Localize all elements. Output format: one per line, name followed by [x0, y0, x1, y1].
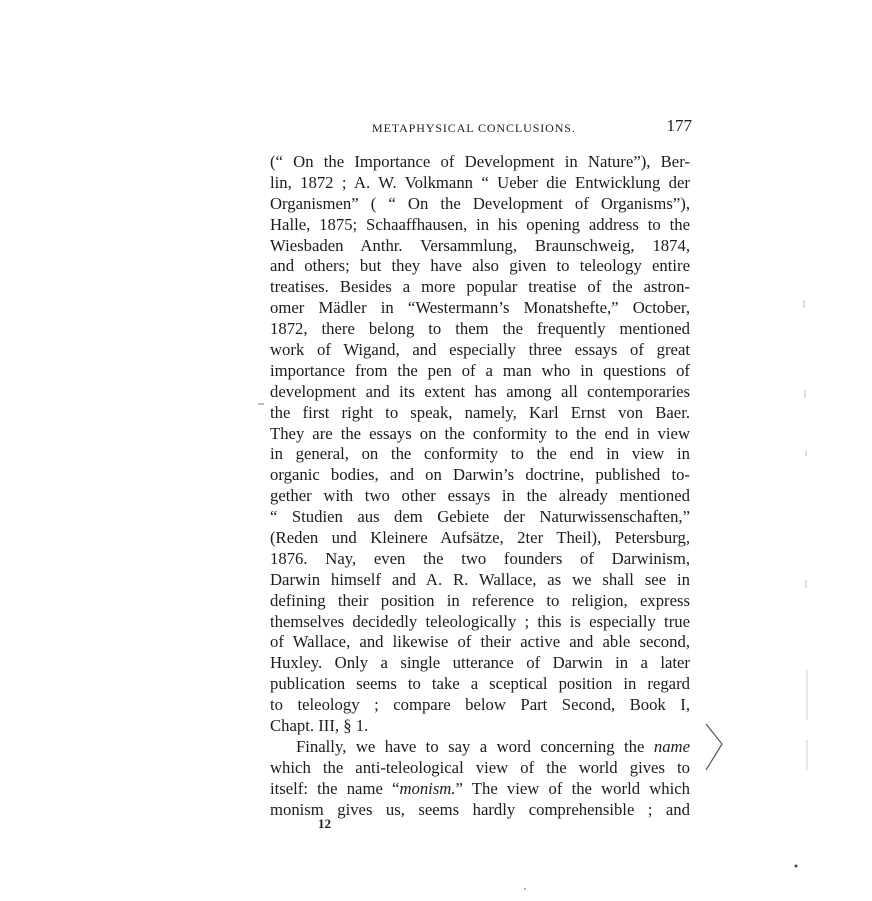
text-line-6: and others; but they have also given to teleology entire [270, 256, 690, 276]
text-line-22: defining their position in reference to religion, express [270, 590, 690, 610]
text-line-9: 1872, there belong to them the frequently mentioned [270, 319, 690, 339]
margin-bracket-mark [706, 724, 722, 770]
text-line-8: omer Mädler in “Westermann’s Monatshefte,” October, [270, 298, 690, 318]
text-line-21: Darwin himself and A. R. Wallace, as we shall see in [270, 569, 690, 589]
text-line-17: gether with two other essays in the already mentioned [270, 486, 690, 506]
text-line-16: organic bodies, and on Darwin’s doctrine, published to- [270, 465, 690, 485]
text-line-5: Wiesbaden Anthr. Versammlung, Braunschweig, 1874, [270, 235, 690, 255]
text-line-27: to teleology ; compare below Part Second, Book I, [270, 695, 690, 715]
text-line-23: themselves decidedly teleologically ; this is especially true [270, 611, 690, 631]
text-line-2: lin, 1872 ; A. W. Volkmann “ Ueber die Entwicklung der [270, 172, 690, 192]
margin-speck [524, 888, 526, 890]
text-line-12: development and its extent has among all contemporaries [270, 381, 690, 401]
text-line-7: treatises. Besides a more popular treatise of the astron- [270, 277, 690, 297]
text-line-20: 1876. Nay, even the two founders of Darwinism, [270, 548, 690, 568]
emphasis-name: name [653, 736, 690, 756]
text-line-14: They are the essays on the conformity to the end in view [270, 423, 690, 443]
text-line-3: Organismen” ( “ On the Development of Organisms”), [270, 193, 690, 213]
page-number: 177 [666, 116, 692, 135]
text-line-15: in general, on the conformity to the end in view in [270, 444, 690, 464]
margin-speck [795, 865, 798, 868]
text-line-28: Chapt. III, § 1. [270, 716, 369, 736]
text-line-19: (Reden und Kleinere Aufsätze, 2ter Theil), Petersburg, [270, 528, 690, 548]
text-line-32: monism gives us, seems hardly comprehensible ; and [270, 799, 690, 819]
signature-mark: 12 [318, 816, 331, 831]
text-line-26: publication seems to take a sceptical position in regard [270, 674, 690, 694]
emphasis-monism: monism. [399, 778, 456, 798]
text-line-24: of Wallace, and likewise of their active and able second, [270, 632, 690, 652]
text-line-18: “ Studien aus dem Gebiete der Naturwissenschaften,” [270, 507, 690, 527]
text-line-25: Huxley. Only a single utterance of Darwin in a later [270, 653, 690, 673]
text-line-4: Halle, 1875; Schaaffhausen, in his opening address to the [270, 214, 690, 234]
text-line-10: work of Wigand, and especially three essays of great [270, 340, 690, 360]
text-line-1: (“ On the Importance of Development in Nature”), Ber- [270, 152, 690, 171]
text-fragment: Finally, we have to say a word concerning the [296, 736, 654, 756]
text-line-30: which the anti-teleological view of the world gives to [270, 757, 690, 777]
running-title: METAPHYSICAL CONCLUSIONS. [372, 121, 576, 135]
text-fragment: ” The view of the world which [455, 778, 690, 798]
text-line-11: importance from the pen of a man who in questions of [270, 360, 690, 380]
text-line-13: the first right to speak, namely, Karl Ernst von Baer. [270, 402, 690, 422]
text-fragment: itself: the name “ [270, 778, 400, 798]
